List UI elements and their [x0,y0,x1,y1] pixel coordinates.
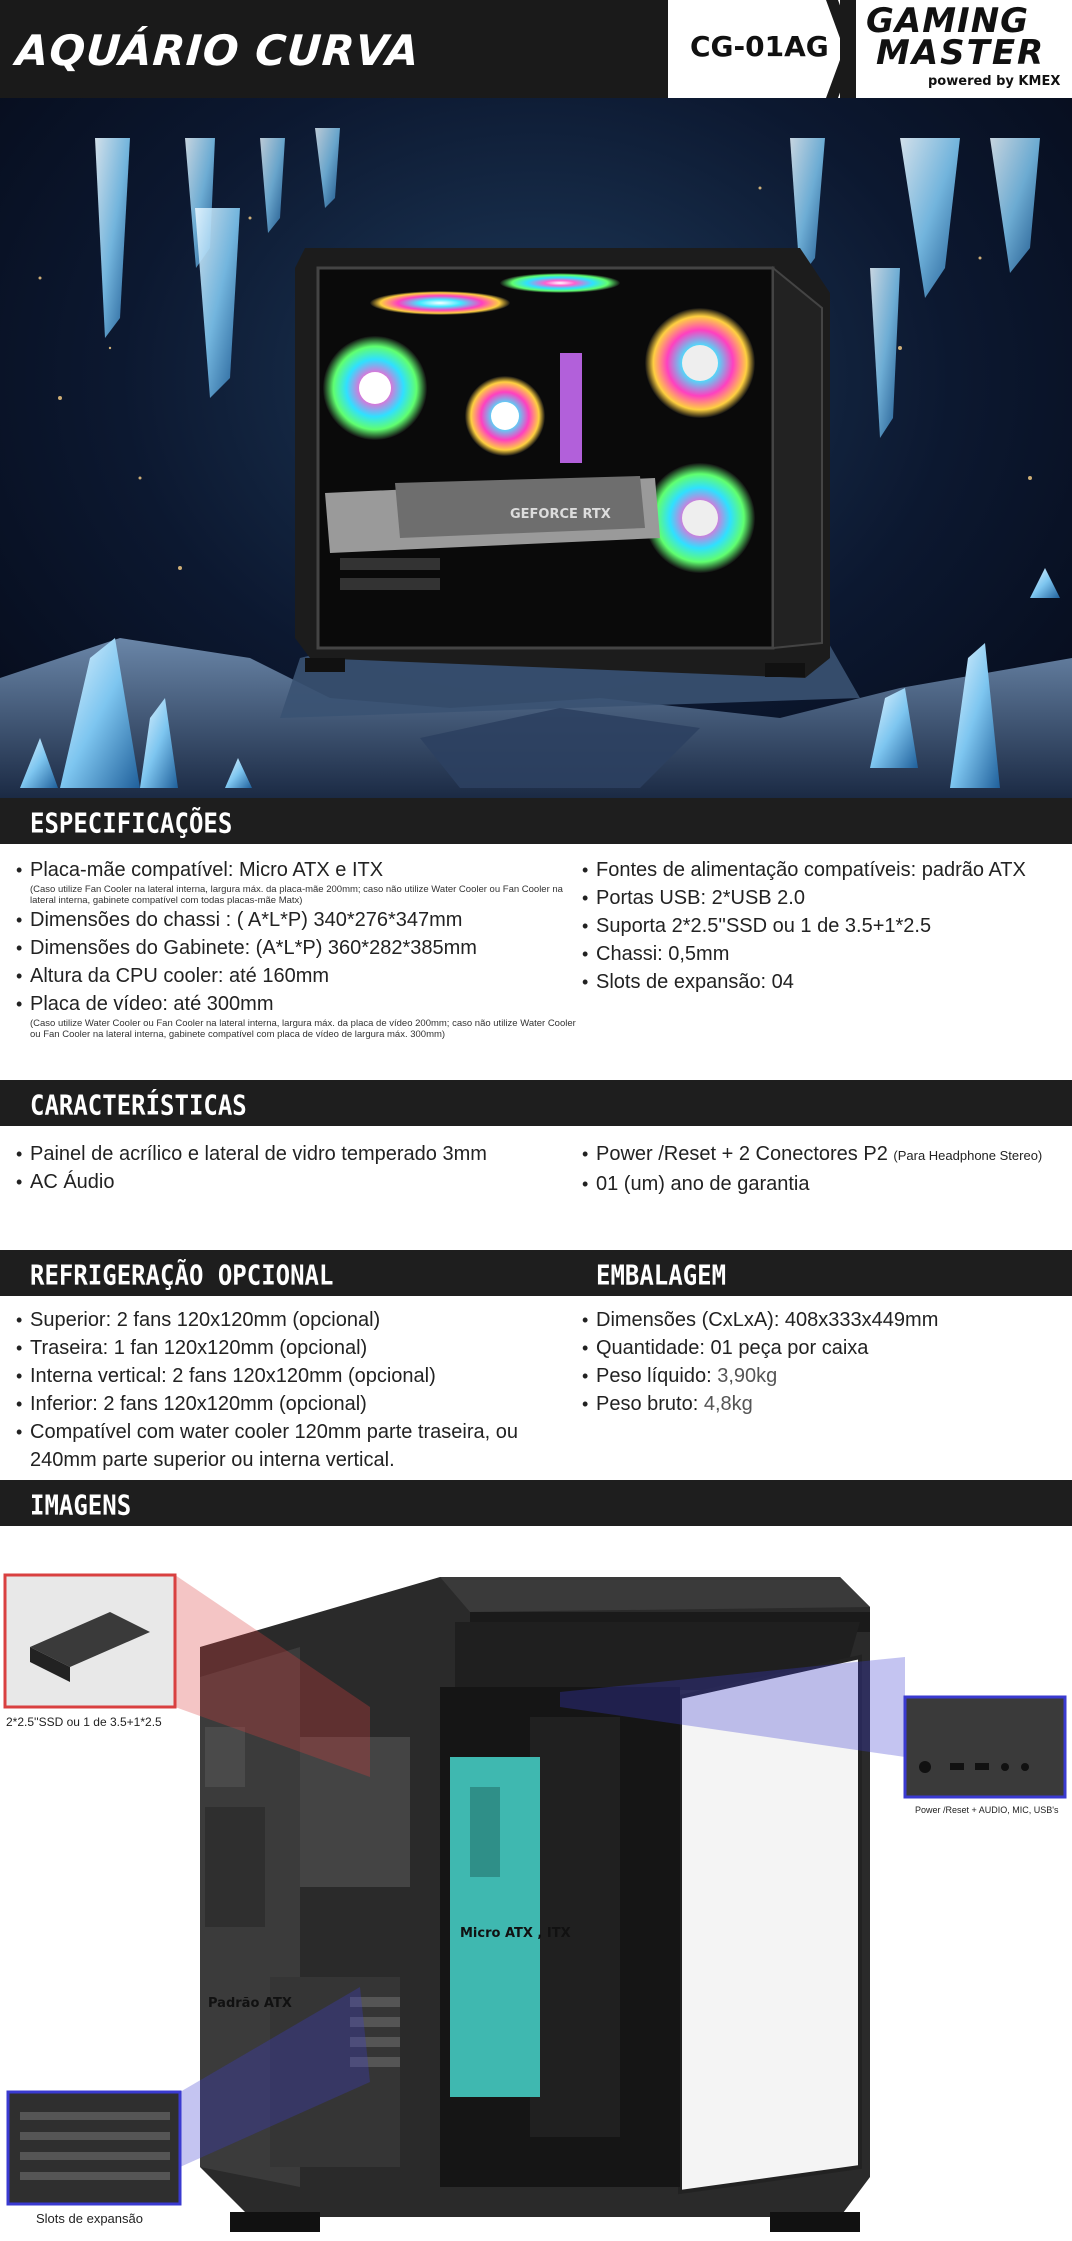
list-item: • Altura da CPU cooler: até 160mm [16,962,576,990]
section-bar-features [0,1080,1072,1126]
section-title-images: IMAGENS [30,1489,132,1522]
list-item: • Traseira: 1 fan 120x120mm (opcional) [16,1334,556,1362]
product-title: AQUÁRIO CURVA [14,26,422,75]
caption-ports: Power /Reset + AUDIO, MIC, USB's [915,1805,1059,1815]
list-item: • Placa-mãe compatível: Micro ATX e ITX (Caso utilize Fan Cooler na lateral interna, largura máx. da placa-mãe 200mm; caso não utilize Water Cooler ou Fan Cooler na lateral interna, gabinete compatível com todas placas-mãe Matx) [16,856,576,906]
list-item: • Peso bruto: 4,8kg [582,1390,1062,1418]
hero-illustration [0,98,1072,798]
packaging-list [582,1306,1062,1418]
hero-image [0,98,1072,798]
list-item: • Fontes de alimentação compatíveis: padrão ATX [582,856,1062,884]
list-item: • Quantidade: 01 peça por caixa [582,1334,1062,1362]
atx-label: Padrão ATX [208,1996,292,2011]
section-title-specs: ESPECIFICAÇÕES [30,807,233,840]
section-bar-images [0,1480,1072,1526]
list-item: • Chassi: 0,5mm [582,940,1062,968]
list-item: • Dimensões do chassi : ( A*L*P) 340*276*347mm [16,906,576,934]
list-item: • Painel de acrílico e lateral de vidro temperado 3mm [16,1140,576,1168]
list-item: • Power /Reset + 2 Conectores P2 (Para Headphone Stereo) [582,1140,1062,1170]
list-item: • Superior: 2 fans 120x120mm (opcional) [16,1306,556,1334]
brand-logo-sub: powered by KMEX [928,74,1061,89]
gpu-label: GEFORCE RTX [510,507,611,522]
list-item: • Compatível com water cooler 120mm parte traseira, ou 240mm parte superior ou interna vertical. [16,1418,556,1474]
specs-right-list [582,856,1062,996]
model-code: CG-01AG [690,30,829,63]
section-title-packaging: EMBALAGEM [596,1259,727,1292]
list-item: • Dimensões do Gabinete: (A*L*P) 360*282*385mm [16,934,576,962]
list-item: • Peso líquido: 3,90kg [582,1362,1062,1390]
case-diagram [0,1527,1072,2241]
header-banner [0,0,1072,98]
chevron-divider-icon [826,0,856,98]
list-item: • Dimensões (CxLxA): 408x333x449mm [582,1306,1062,1334]
features-right-list [582,1140,1062,1198]
brand-logo-line2: MASTER [876,33,1046,73]
section-bar-specs [0,798,1072,844]
caption-ssd: 2*2.5''SSD ou 1 de 3.5+1*2.5 [6,1715,162,1729]
list-item: • AC Áudio [16,1168,576,1196]
specs-left-list [16,856,576,1040]
list-item: • Inferior: 2 fans 120x120mm (opcional) [16,1390,556,1418]
pc-case-render [295,248,830,678]
cooling-list [16,1306,556,1474]
list-item: • Slots de expansão: 04 [582,968,1062,996]
section-title-cooling: REFRIGERAÇÃO OPCIONAL [30,1259,334,1292]
section-bar-cooling [0,1250,1072,1296]
case-detail-image [0,1527,1072,2241]
section-title-features: CARACTERÍSTICAS [30,1089,247,1122]
spec-note: (Caso utilize Water Cooler ou Fan Cooler na lateral interna, largura máx. da placa de vídeo 200mm; caso não utilize Water Cooler ou Fan Cooler na lateral interna, gabinete compatível com placa de vídeo de largura máx. 300mm) [30,1018,576,1040]
list-item: • Suporta 2*2.5''SSD ou 1 de 3.5+1*2.5 [582,912,1062,940]
list-item: • Interna vertical: 2 fans 120x120mm (opcional) [16,1362,556,1390]
spec-note: (Caso utilize Fan Cooler na lateral interna, largura máx. da placa-mãe 200mm; caso não utilize Water Cooler ou Fan Cooler na lateral interna, gabinete compatível com todas placas-mãe Matx) [30,884,563,906]
matx-label: Micro ATX , ITX [460,1926,571,1941]
feature-note: (Para Headphone Stereo) [893,1148,1043,1163]
list-item: • 01 (um) ano de garantia [582,1170,1062,1198]
brand-logo-line1: GAMING [866,1,1030,41]
features-left-list [16,1140,576,1196]
list-item: • Placa de vídeo: até 300mm (Caso utilize Water Cooler ou Fan Cooler na lateral interna, largura máx. da placa de vídeo 200mm; caso não utilize Water Cooler ou Fan Cooler na lateral interna, gabinete compatível com placa de vídeo de largura máx. 300mm) [16,990,576,1040]
list-item: • Portas USB: 2*USB 2.0 [582,884,1062,912]
caption-slots: Slots de expansão [36,2211,143,2226]
